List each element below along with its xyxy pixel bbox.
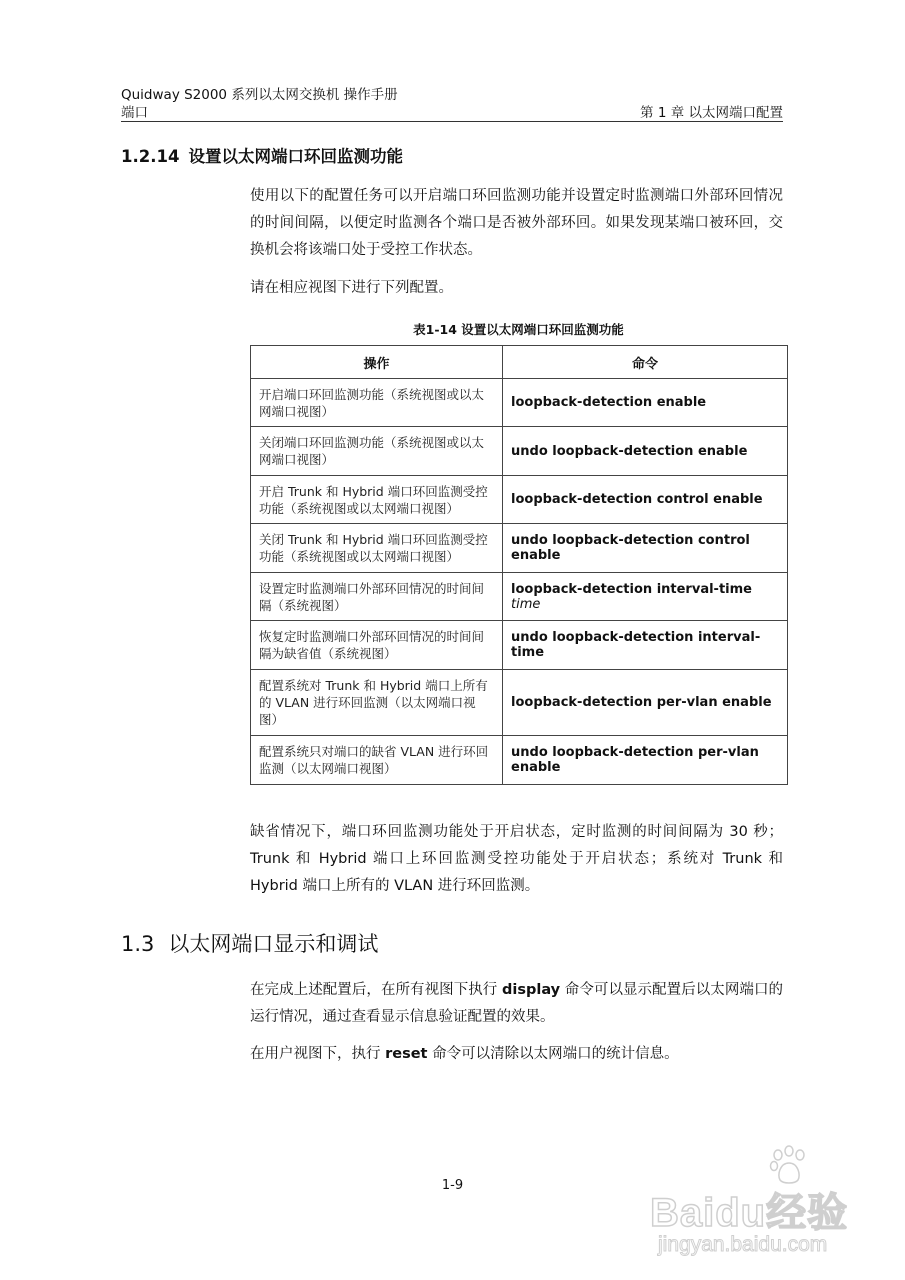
table-row xyxy=(251,573,788,621)
text-run: 命令可以清除以太网端口的统计信息。 xyxy=(427,1046,679,1062)
command-text: loopback-detection per-vlan enable xyxy=(511,695,772,710)
command-text: loopback-detection enable xyxy=(511,395,707,410)
table-row xyxy=(251,670,788,736)
table-row xyxy=(251,524,788,573)
table-row xyxy=(251,621,788,670)
command-cell xyxy=(503,427,788,476)
command-text: undo loopback-detection interval-time xyxy=(511,630,761,660)
command-cell xyxy=(503,670,788,736)
instruction-paragraph: 请在相应视图下进行下列配置。 xyxy=(250,280,453,296)
page-number: 1-9 xyxy=(441,1178,464,1193)
command-cell xyxy=(503,621,788,670)
section-title: 以太网端口显示和调试 xyxy=(168,932,379,956)
section-heading-1-3 xyxy=(121,928,378,958)
text-run: 命令可以显示配置后以太网端口的运行情况，通过查看显示信息验证配置的效果。 xyxy=(250,982,784,1025)
header-operation: 操作 xyxy=(251,346,503,379)
table-caption: 表1-14 设置以太网端口环回监测功能 xyxy=(413,322,624,337)
command-cell xyxy=(503,476,788,524)
text-run: 在用户视图下，执行 xyxy=(250,1046,386,1062)
table-row xyxy=(251,476,788,524)
reset-paragraph xyxy=(250,1041,783,1068)
watermark-url: jingyan.baidu.com xyxy=(658,1233,828,1256)
operation-cell: 设置定时监测端口外部环回情况的时间间隔（系统视图） xyxy=(251,573,503,621)
text-run: 在完成上述配置后，在所有视图下执行 xyxy=(250,982,503,998)
header-rule xyxy=(121,121,783,122)
display-keyword: display xyxy=(502,982,561,998)
header-doc-title: Quidway S2000 系列以太网交换机 操作手册 xyxy=(121,87,398,103)
command-text: undo loopback-detection control enable xyxy=(511,533,750,563)
operation-cell: 开启端口环回监测功能（系统视图或以太网端口视图） xyxy=(251,379,503,427)
table-row xyxy=(251,379,788,427)
command-table xyxy=(250,345,788,785)
command-cell xyxy=(503,379,788,427)
operation-cell: 配置系统只对端口的缺省 VLAN 进行环回监测（以太网端口视图） xyxy=(251,736,503,785)
table-header-row xyxy=(251,346,788,379)
command-text: undo loopback-detection enable xyxy=(511,443,748,459)
command-text: undo loopback-detection per-vlan enable xyxy=(511,745,759,775)
section-title: 设置以太网端口环回监测功能 xyxy=(188,147,403,166)
baidu-watermark xyxy=(650,1145,880,1265)
operation-cell: 关闭 Trunk 和 Hybrid 端口环回监测受控功能（系统视图或以太网端口视图） xyxy=(251,524,503,573)
operation-cell: 关闭端口环回监测功能（系统视图或以太网端口视图） xyxy=(251,427,503,476)
table-row xyxy=(251,736,788,785)
default-settings-paragraph: 缺省情况下，端口环回监测功能处于开启状态，定时监测的时间间隔为 30 秒；Trunk 和 Hybrid 端口上环回监测受控功能处于开启状态；系统对 Trunk 和 Hybrid 端口上所有的 VLAN 进行环回监测。 xyxy=(250,824,783,894)
command-text: loopback-detection control enable xyxy=(511,492,763,507)
section-number: 1.3 xyxy=(121,932,155,956)
command-argument: time xyxy=(511,596,541,612)
watermark-brand: Baidu经验 xyxy=(650,1191,849,1235)
operation-cell: 开启 Trunk 和 Hybrid 端口环回监测受控功能（系统视图或以太网端口视图） xyxy=(251,476,503,524)
command-cell xyxy=(503,524,788,573)
header-chapter: 第 1 章 以太网端口配置 xyxy=(640,105,783,121)
section-heading-1-2-14 xyxy=(121,143,403,167)
header-command: 命令 xyxy=(503,346,788,379)
display-paragraph xyxy=(250,977,783,1031)
reset-keyword: reset xyxy=(385,1046,428,1062)
intro-paragraph: 使用以下的配置任务可以开启端口环回监测功能并设置定时监测端口外部环回情况的时间间隔，以便定时监测各个端口是否被外部环回。如果发现某端口被环回，交换机会将该端口处于受控工作状态。 xyxy=(250,188,783,258)
header-section: 端口 xyxy=(121,105,148,121)
command-cell xyxy=(503,573,788,621)
command-cell xyxy=(503,736,788,785)
command-text: loopback-detection interval-time xyxy=(511,581,752,597)
table-row xyxy=(251,427,788,476)
operation-cell: 配置系统对 Trunk 和 Hybrid 端口上所有的 VLAN 进行环回监测（以太网端口视图） xyxy=(251,670,503,736)
section-number: 1.2.14 xyxy=(121,147,180,166)
operation-cell: 恢复定时监测端口外部环回情况的时间间隔为缺省值（系统视图） xyxy=(251,621,503,670)
